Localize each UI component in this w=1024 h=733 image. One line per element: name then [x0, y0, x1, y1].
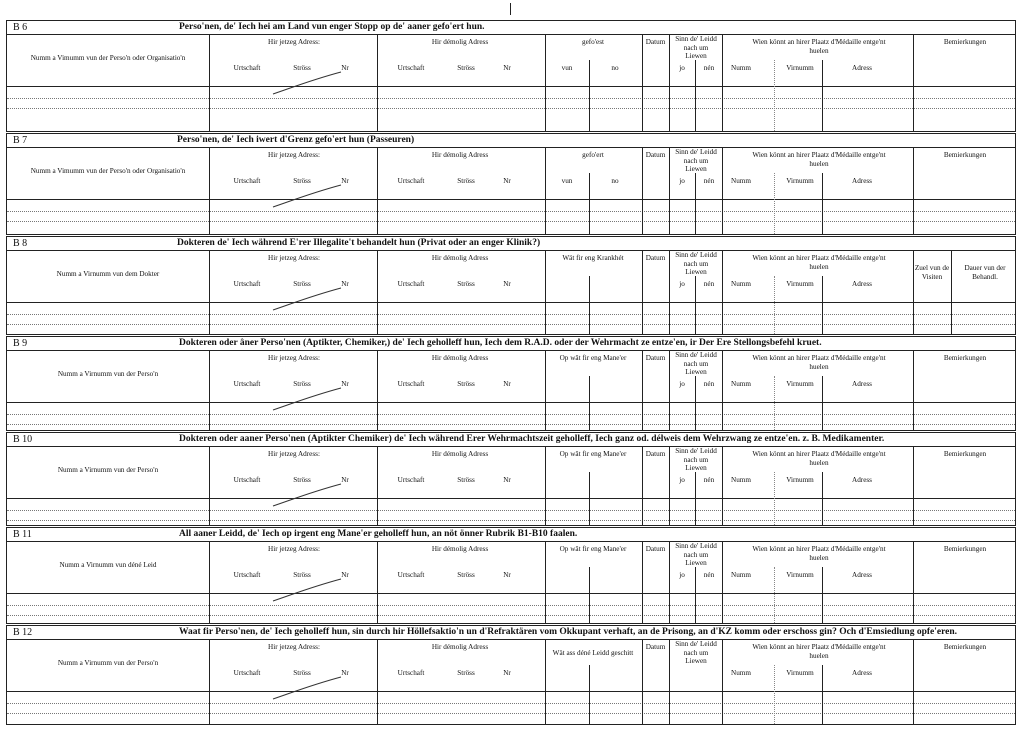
yes-header: jo	[679, 476, 685, 484]
remarks-header: Bemierkungen	[943, 450, 987, 458]
entry-line	[7, 314, 1015, 315]
name-column-header: Numm a Virnumm vun der Perso'n	[57, 370, 159, 378]
date-header: Datum	[645, 545, 666, 553]
section-title: Waat fir Perso'nen, de' Iech geholleff hun, sin durch hir Höllefsaktio'n un d'Refraktären vom Okkupant verhaft, an de Prisong, an d'KZ komm oder erschoss gin? Och d'Emsiedlung opfe'eren.	[179, 627, 958, 637]
entry-line	[7, 520, 1015, 521]
current-address-header: Hir jetzeg Adress:	[268, 450, 320, 458]
alive-header: Sinn de' Leidd nach um Liewen	[675, 447, 717, 472]
entry-line	[7, 324, 1015, 325]
middle-column-header: Op wât fir eng Mane'er	[559, 545, 627, 553]
middle-column-header: Op wât fir eng Mane'er	[559, 450, 627, 458]
header-rule	[7, 639, 1015, 640]
remarks-header: Bemierkungen	[943, 643, 987, 651]
entry-line	[7, 713, 1015, 714]
entry-line	[7, 98, 1015, 99]
pen-stroke-mark	[271, 386, 343, 412]
pen-stroke-mark	[271, 183, 343, 209]
column-rule	[209, 250, 210, 334]
column-rule	[722, 147, 723, 234]
date-header: Datum	[645, 254, 666, 262]
section-title: Dokteren oder âner Perso'nen (Aptikter, Chemiker,) de' Iech geholleff hun, Iech dem R.A.D. oder der Wehrmacht ze entze'en, ir Der Ere Stellongsbefehl kruet.	[179, 338, 822, 348]
no-header: nén	[703, 571, 715, 579]
column-rule	[545, 446, 546, 525]
section-id: B 8	[13, 238, 28, 249]
alive-header: Sinn de' Leidd nach um Liewen	[675, 148, 717, 173]
no-header: nén	[703, 64, 715, 72]
entry-line	[7, 510, 1015, 511]
remarks-header: Bemierkungen	[943, 545, 987, 553]
entry-line	[7, 605, 1015, 606]
recipient-firstname-header: Virnumm	[786, 571, 814, 579]
street-header: Ströss	[457, 571, 475, 579]
section-b8	[6, 236, 1016, 335]
column-rule	[669, 250, 670, 334]
from-header: vun	[561, 64, 573, 72]
body-rule	[7, 498, 1015, 499]
number-header: Nr	[503, 669, 511, 677]
street-header: Ströss	[293, 64, 311, 72]
body-rule	[7, 199, 1015, 200]
body-rule	[7, 593, 1015, 594]
header-rule	[7, 446, 1015, 447]
section-title: Perso'nen, de' Iech hei am Land vun enger Stopp op de' aaner gefo'ert hun.	[179, 22, 485, 32]
recipient-address-header: Adress	[852, 177, 872, 185]
pen-stroke-mark	[271, 286, 343, 312]
column-rule	[545, 34, 546, 131]
column-rule	[642, 250, 643, 334]
town-header: Urtschaft	[233, 177, 261, 185]
yes-header: jo	[679, 64, 685, 72]
column-rule	[209, 446, 210, 525]
no-header: nén	[703, 380, 715, 388]
body-rule	[7, 302, 1015, 303]
column-rule	[722, 350, 723, 430]
town-header: Urtschaft	[233, 669, 261, 677]
section-b7	[6, 133, 1016, 235]
recipient-address-header: Adress	[852, 571, 872, 579]
street-header: Ströss	[293, 380, 311, 388]
name-column-header: Numm a Virnumm vun der Perso'n	[57, 659, 159, 667]
column-rule	[377, 250, 378, 334]
town-header: Urtschaft	[397, 177, 425, 185]
current-address-header: Hir jetzeg Adress:	[268, 354, 320, 362]
recipient-address-header: Adress	[852, 669, 872, 677]
street-header: Ströss	[293, 669, 311, 677]
to-header: no	[611, 64, 619, 72]
recipient-address-header: Adress	[852, 280, 872, 288]
recipient-firstname-header: Virnumm	[786, 64, 814, 72]
date-header: Datum	[645, 354, 666, 362]
column-rule	[209, 147, 210, 234]
to-header: no	[611, 177, 619, 185]
medal-recipient-header: Wien könnt an hirer Plaatz d'Médaille entge'nt huelen	[752, 151, 886, 168]
section-id: B 12	[13, 627, 33, 638]
column-rule	[669, 446, 670, 525]
number-header: Nr	[503, 177, 511, 185]
column-rule	[589, 472, 590, 525]
no-header: nén	[703, 476, 715, 484]
column-rule	[589, 276, 590, 334]
former-address-header: Hir démolig Adress	[431, 151, 489, 159]
column-rule	[822, 173, 823, 234]
column-rule	[774, 665, 775, 724]
current-address-header: Hir jetzeg Adress:	[268, 254, 320, 262]
column-rule	[209, 541, 210, 623]
column-rule	[722, 446, 723, 525]
number-header: Nr	[341, 177, 349, 185]
date-header: Datum	[645, 450, 666, 458]
former-address-header: Hir démolig Adress	[431, 254, 489, 262]
column-rule	[669, 350, 670, 430]
current-address-header: Hir jetzeg Adress:	[268, 545, 320, 553]
column-rule	[209, 639, 210, 724]
section-b12	[6, 625, 1016, 725]
remarks-header: Bemierkungen	[943, 38, 987, 46]
column-rule	[695, 60, 696, 131]
street-header: Ströss	[457, 669, 475, 677]
header-rule	[7, 541, 1015, 542]
column-rule	[913, 541, 914, 623]
column-rule	[822, 276, 823, 334]
column-rule	[913, 639, 914, 724]
medal-recipient-header: Wien könnt an hirer Plaatz d'Médaille entge'nt huelen	[752, 643, 886, 660]
number-header: Nr	[341, 571, 349, 579]
medal-recipient-header: Wien könnt an hirer Plaatz d'Médaille entge'nt huelen	[752, 545, 886, 562]
visits-header: Zuel vun de Visiten	[914, 264, 950, 281]
header-rule	[7, 34, 1015, 35]
column-rule	[589, 665, 590, 724]
town-header: Urtschaft	[397, 476, 425, 484]
former-address-header: Hir démolig Adress	[431, 38, 489, 46]
column-rule	[774, 376, 775, 430]
current-address-header: Hir jetzeg Adress:	[268, 643, 320, 651]
recipient-name-header: Numm	[731, 571, 751, 579]
number-header: Nr	[503, 476, 511, 484]
entry-line	[7, 424, 1015, 425]
column-rule	[545, 541, 546, 623]
header-rule	[7, 147, 1015, 148]
column-rule	[377, 541, 378, 623]
former-address-header: Hir démolig Adress	[431, 643, 489, 651]
column-rule	[695, 276, 696, 334]
town-header: Urtschaft	[233, 380, 261, 388]
yes-header: jo	[679, 571, 685, 579]
medal-recipient-header: Wien könnt an hirer Plaatz d'Médaille entge'nt huelen	[752, 38, 886, 55]
header-rule	[7, 350, 1015, 351]
recipient-address-header: Adress	[852, 64, 872, 72]
body-rule	[7, 691, 1015, 692]
street-header: Ströss	[457, 380, 475, 388]
town-header: Urtschaft	[233, 280, 261, 288]
column-rule	[669, 147, 670, 234]
town-header: Urtschaft	[397, 669, 425, 677]
yes-header: jo	[679, 177, 685, 185]
date-header: Datum	[645, 643, 666, 651]
name-column-header: Numm a Virnumm vun déné Leid	[59, 561, 157, 569]
entry-line	[7, 211, 1015, 212]
column-rule	[669, 639, 670, 724]
yes-header: jo	[679, 380, 685, 388]
column-rule	[913, 350, 914, 430]
column-rule	[695, 173, 696, 234]
section-id: B 7	[13, 135, 28, 146]
column-rule	[695, 567, 696, 623]
section-b10	[6, 432, 1016, 526]
entry-line	[7, 221, 1015, 222]
column-rule	[951, 250, 952, 334]
entry-line	[7, 414, 1015, 415]
alive-header: Sinn de' Leidd nach um Liewen	[675, 251, 717, 276]
column-rule	[642, 34, 643, 131]
recipient-firstname-header: Virnumm	[786, 177, 814, 185]
column-rule	[822, 60, 823, 131]
column-rule	[722, 639, 723, 724]
column-rule	[774, 276, 775, 334]
alive-header: Sinn de' Leidd nach um Liewen	[675, 35, 717, 60]
alive-header: Sinn de' Leidd nach um Liewen	[675, 640, 717, 665]
pen-stroke-mark	[271, 675, 343, 701]
alive-header: Sinn de' Leidd nach um Liewen	[675, 542, 717, 567]
column-rule	[545, 350, 546, 430]
town-header: Urtschaft	[397, 280, 425, 288]
body-rule	[7, 86, 1015, 87]
column-rule	[377, 350, 378, 430]
column-rule	[695, 376, 696, 430]
column-rule	[589, 173, 590, 234]
middle-column-header: Wät ass déné Leidd geschitt	[552, 649, 634, 657]
town-header: Urtschaft	[397, 571, 425, 579]
section-title: Dokteren oder aaner Perso'nen (Aptikter Chemiker) de' Iech während Erer Wehrmachtszeit geholleff, Iech ganz od. délweis dem Wehrzwang ze entze'en. z. B. Medikamenter.	[179, 434, 885, 444]
column-rule	[642, 147, 643, 234]
medal-recipient-header: Wien könnt an hirer Plaatz d'Médaille entge'nt huelen	[752, 354, 886, 371]
treatment-duration-header: Dauer vun der Behandl.	[964, 264, 1006, 281]
column-rule	[209, 34, 210, 131]
column-rule	[377, 639, 378, 724]
name-column-header: Numm a Vimumm vun der Perso'n oder Organisatio'n	[30, 54, 186, 62]
pen-stroke-mark	[271, 482, 343, 508]
number-header: Nr	[341, 476, 349, 484]
section-b6	[6, 20, 1016, 132]
number-header: Nr	[341, 669, 349, 677]
column-rule	[913, 147, 914, 234]
body-rule	[7, 402, 1015, 403]
section-id: B 9	[13, 338, 28, 349]
town-header: Urtschaft	[397, 64, 425, 72]
from-header: vun	[561, 177, 573, 185]
recipient-firstname-header: Virnumm	[786, 280, 814, 288]
column-rule	[695, 472, 696, 525]
number-header: Nr	[503, 571, 511, 579]
former-address-header: Hir démolig Adress	[431, 354, 489, 362]
alive-header: Sinn de' Leidd nach um Liewen	[675, 351, 717, 376]
recipient-name-header: Numm	[731, 64, 751, 72]
recipient-address-header: Adress	[852, 476, 872, 484]
column-rule	[589, 567, 590, 623]
column-rule	[545, 147, 546, 234]
recipient-address-header: Adress	[852, 380, 872, 388]
section-b11	[6, 527, 1016, 624]
number-header: Nr	[341, 280, 349, 288]
number-header: Nr	[503, 380, 511, 388]
town-header: Urtschaft	[233, 476, 261, 484]
date-header: Datum	[645, 151, 666, 159]
street-header: Ströss	[457, 64, 475, 72]
former-address-header: Hir démolig Adress	[431, 450, 489, 458]
section-id: B 6	[13, 22, 28, 33]
middle-column-header: gefo'ert	[582, 151, 604, 159]
column-rule	[822, 665, 823, 724]
date-header: Datum	[645, 38, 666, 46]
street-header: Ströss	[293, 280, 311, 288]
column-rule	[913, 446, 914, 525]
recipient-name-header: Numm	[731, 280, 751, 288]
remarks-header: Bemierkungen	[943, 354, 987, 362]
section-b9	[6, 336, 1016, 431]
street-header: Ströss	[457, 280, 475, 288]
column-rule	[589, 60, 590, 131]
street-header: Ströss	[293, 177, 311, 185]
column-rule	[545, 250, 546, 334]
medal-recipient-header: Wien könnt an hirer Plaatz d'Médaille entge'nt huelen	[752, 254, 886, 271]
current-address-header: Hir jetzeg Adress:	[268, 38, 320, 46]
column-rule	[545, 639, 546, 724]
column-rule	[722, 34, 723, 131]
recipient-name-header: Numm	[731, 476, 751, 484]
recipient-name-header: Numm	[731, 669, 751, 677]
column-rule	[589, 376, 590, 430]
crop-mark	[510, 3, 511, 15]
name-column-header: Numm a Virnumm vun dem Dokter	[56, 270, 160, 278]
recipient-firstname-header: Virnumm	[786, 669, 814, 677]
section-title: Dokteren de' Iech während E'rer Illegalite't behandelt hun (Privat oder an enger Klinik?)	[177, 238, 541, 248]
town-header: Urtschaft	[233, 571, 261, 579]
section-title: All aaner Leidd, de' Iech op irgent eng Mane'er geholleff hun, an nöt önner Rubrik B1-B10 faalen.	[179, 529, 578, 539]
header-rule	[7, 250, 1015, 251]
name-column-header: Numm a Vimumm vun der Perso'n oder Organisatio'n	[30, 167, 186, 175]
street-header: Ströss	[457, 177, 475, 185]
section-title: Perso'nen, de' Iech iwert d'Grenz gefo'ert hun (Passeuren)	[177, 135, 415, 145]
former-address-header: Hir démolig Adress	[431, 545, 489, 553]
number-header: Nr	[503, 280, 511, 288]
entry-line	[7, 108, 1015, 109]
recipient-firstname-header: Virnumm	[786, 380, 814, 388]
section-id: B 11	[13, 529, 32, 540]
column-rule	[669, 34, 670, 131]
pen-stroke-mark	[271, 70, 343, 96]
town-header: Urtschaft	[397, 380, 425, 388]
name-column-header: Numm a Virnumm vun der Perso'n	[57, 466, 159, 474]
column-rule	[913, 34, 914, 131]
middle-column-header: gefo'est	[581, 38, 605, 46]
middle-column-header: Wät fir eng Krankhét	[562, 254, 624, 262]
column-rule	[722, 250, 723, 334]
remarks-header: Bemierkungen	[943, 151, 987, 159]
column-rule	[377, 34, 378, 131]
middle-column-header: Op wât fir eng Mane'er	[559, 354, 627, 362]
no-header: nén	[703, 280, 715, 288]
column-rule	[209, 350, 210, 430]
number-header: Nr	[341, 380, 349, 388]
column-rule	[822, 472, 823, 525]
column-rule	[377, 147, 378, 234]
street-header: Ströss	[293, 571, 311, 579]
entry-line	[7, 703, 1015, 704]
column-rule	[774, 173, 775, 234]
yes-header: jo	[679, 280, 685, 288]
pen-stroke-mark	[271, 577, 343, 603]
street-header: Ströss	[457, 476, 475, 484]
column-rule	[377, 446, 378, 525]
street-header: Ströss	[293, 476, 311, 484]
number-header: Nr	[503, 64, 511, 72]
entry-line	[7, 615, 1015, 616]
column-rule	[722, 541, 723, 623]
town-header: Urtschaft	[233, 64, 261, 72]
medal-recipient-header: Wien könnt an hirer Plaatz d'Médaille entge'nt huelen	[752, 450, 886, 467]
column-rule	[822, 376, 823, 430]
no-header: nén	[703, 177, 715, 185]
recipient-name-header: Numm	[731, 380, 751, 388]
section-id: B 10	[13, 434, 33, 445]
number-header: Nr	[341, 64, 349, 72]
column-rule	[669, 541, 670, 623]
column-rule	[774, 60, 775, 131]
column-rule	[642, 639, 643, 724]
column-rule	[822, 567, 823, 623]
recipient-firstname-header: Virnumm	[786, 476, 814, 484]
column-rule	[774, 567, 775, 623]
recipient-name-header: Numm	[731, 177, 751, 185]
current-address-header: Hir jetzeg Adress:	[268, 151, 320, 159]
column-rule	[913, 250, 914, 334]
column-rule	[774, 472, 775, 525]
